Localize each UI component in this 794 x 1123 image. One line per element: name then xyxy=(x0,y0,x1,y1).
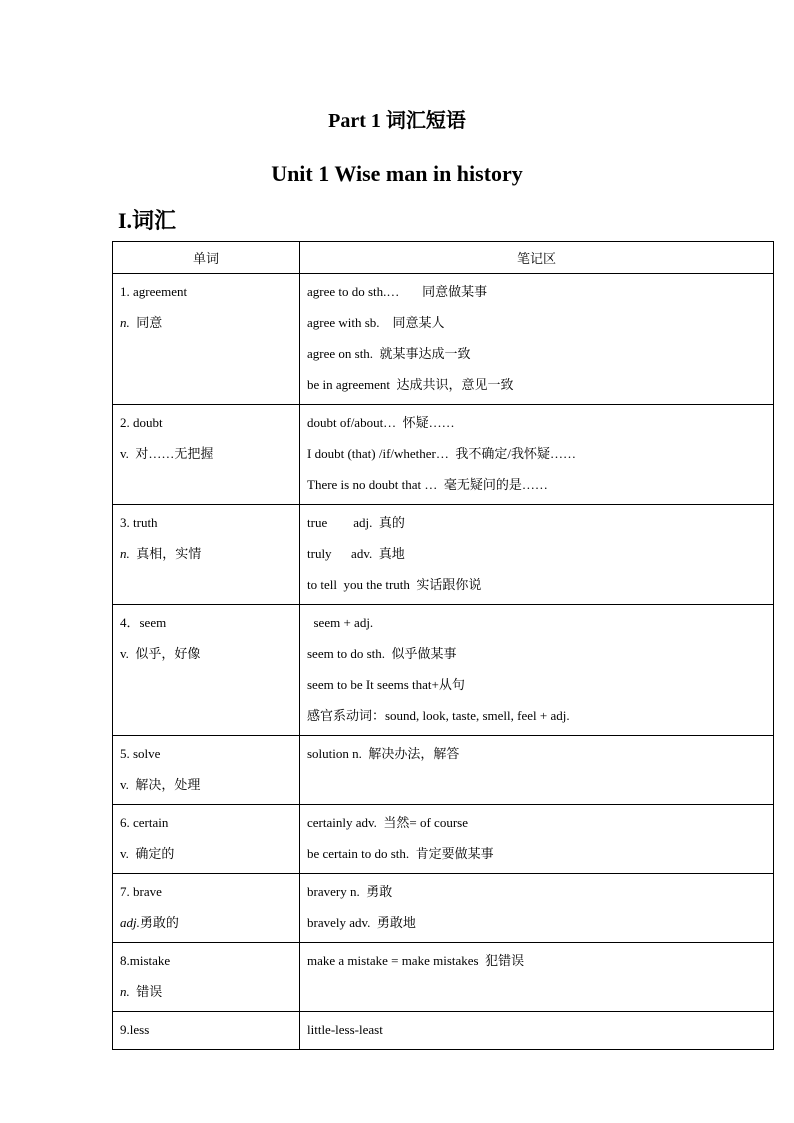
word-meaning-line xyxy=(120,307,292,338)
part-of-speech: n. xyxy=(120,315,130,330)
word-cell xyxy=(113,805,300,874)
word-meaning-line xyxy=(120,538,292,569)
note-line: 感官系动词：sound, look, taste, smell, feel + adj. xyxy=(307,708,570,723)
table-row xyxy=(113,1012,774,1050)
notes-cell xyxy=(300,736,774,805)
column-header-notes: 笔记区 xyxy=(300,242,774,274)
note-line: be in agreement 达成共识，意见一致 xyxy=(307,377,514,392)
note-line: agree with sb. 同意某人 xyxy=(307,315,445,330)
column-header-word: 单词 xyxy=(113,242,300,274)
word-cell xyxy=(113,605,300,736)
table-row xyxy=(113,874,774,943)
word-text: 9.less xyxy=(120,1022,150,1037)
note-line: make a mistake = make mistakes 犯错误 xyxy=(307,953,525,968)
table-row xyxy=(113,405,774,505)
word-text: 6. certain xyxy=(120,815,169,830)
word-meaning-line xyxy=(120,438,292,469)
word-meaning: 错误 xyxy=(129,984,163,999)
word-text: 5. solve xyxy=(120,746,161,761)
note-line: bravely adv. 勇敢地 xyxy=(307,915,416,930)
word-meaning: 对……无把握 xyxy=(128,446,214,461)
table-row xyxy=(113,605,774,736)
notes-cell xyxy=(300,943,774,1012)
note-line: I doubt (that) /if/whether… 我不确定/我怀疑…… xyxy=(307,446,576,461)
word-text: 4．seem xyxy=(120,615,167,630)
table-row xyxy=(113,805,774,874)
word-cell xyxy=(113,874,300,943)
word-cell xyxy=(113,943,300,1012)
part-of-speech: n. xyxy=(120,546,130,561)
notes-cell xyxy=(300,1012,774,1050)
notes-cell xyxy=(300,505,774,605)
notes-cell xyxy=(300,874,774,943)
note-line: seem to do sth. 似乎做某事 xyxy=(307,646,457,661)
word-meaning: 同意 xyxy=(129,315,163,330)
word-meaning-line xyxy=(120,638,292,669)
notes-cell xyxy=(300,274,774,405)
notes-cell xyxy=(300,405,774,505)
word-meaning: 勇敢的 xyxy=(139,915,179,930)
word-meaning: 真相，实情 xyxy=(129,546,202,561)
table-row xyxy=(113,274,774,405)
table-header-row xyxy=(113,242,774,274)
part-of-speech: v. xyxy=(120,777,129,792)
word-text: 7. brave xyxy=(120,884,162,899)
table-row xyxy=(113,505,774,605)
word-cell xyxy=(113,1012,300,1050)
part-of-speech: n. xyxy=(120,984,130,999)
part-of-speech: v. xyxy=(120,646,129,661)
word-text: 8.mistake xyxy=(120,953,171,968)
note-line: true adj. 真的 xyxy=(307,515,405,530)
table-row xyxy=(113,943,774,1012)
unit-title: Unit 1 Wise man in history xyxy=(271,161,523,186)
word-meaning: 似乎，好像 xyxy=(128,646,201,661)
note-line: to tell you the truth 实话跟你说 xyxy=(307,577,482,592)
word-meaning-line xyxy=(120,838,292,869)
section-title: I.词汇 xyxy=(118,208,177,233)
notes-cell xyxy=(300,805,774,874)
part-of-speech: v. xyxy=(120,446,129,461)
note-line: seem + adj. xyxy=(307,615,374,630)
word-meaning-line xyxy=(120,769,292,800)
note-line: certainly adv. 当然= of course xyxy=(307,815,468,830)
note-line: truly adv. 真地 xyxy=(307,546,405,561)
note-line: solution n. 解决办法，解答 xyxy=(307,746,460,761)
word-meaning: 解决，处理 xyxy=(128,777,201,792)
note-line: There is no doubt that … 毫无疑问的是…… xyxy=(307,477,548,492)
note-line: agree on sth. 就某事达成一致 xyxy=(307,346,471,361)
note-line: bravery n. 勇敢 xyxy=(307,884,393,899)
table-row xyxy=(113,736,774,805)
word-cell xyxy=(113,274,300,405)
part-of-speech: v. xyxy=(120,846,129,861)
note-line: little-less-least xyxy=(307,1022,383,1037)
note-line: be certain to do sth. 肯定要做某事 xyxy=(307,846,494,861)
table-body xyxy=(113,274,774,1050)
word-text: 1. agreement xyxy=(120,284,188,299)
word-text: 2. doubt xyxy=(120,415,163,430)
word-text: 3. truth xyxy=(120,515,158,530)
word-cell xyxy=(113,505,300,605)
word-meaning-line xyxy=(120,976,292,1007)
note-line: agree to do sth.… 同意做某事 xyxy=(307,284,488,299)
word-cell xyxy=(113,736,300,805)
word-meaning-line xyxy=(120,907,292,938)
note-line: doubt of/about… 怀疑…… xyxy=(307,415,455,430)
part-title: Part 1 词汇短语 xyxy=(328,110,466,132)
word-meaning: 确定的 xyxy=(128,846,175,861)
vocabulary-table xyxy=(112,241,774,1050)
note-line: seem to be It seems that+从句 xyxy=(307,677,465,692)
part-of-speech: adj. xyxy=(120,915,140,930)
word-cell xyxy=(113,405,300,505)
notes-cell xyxy=(300,605,774,736)
